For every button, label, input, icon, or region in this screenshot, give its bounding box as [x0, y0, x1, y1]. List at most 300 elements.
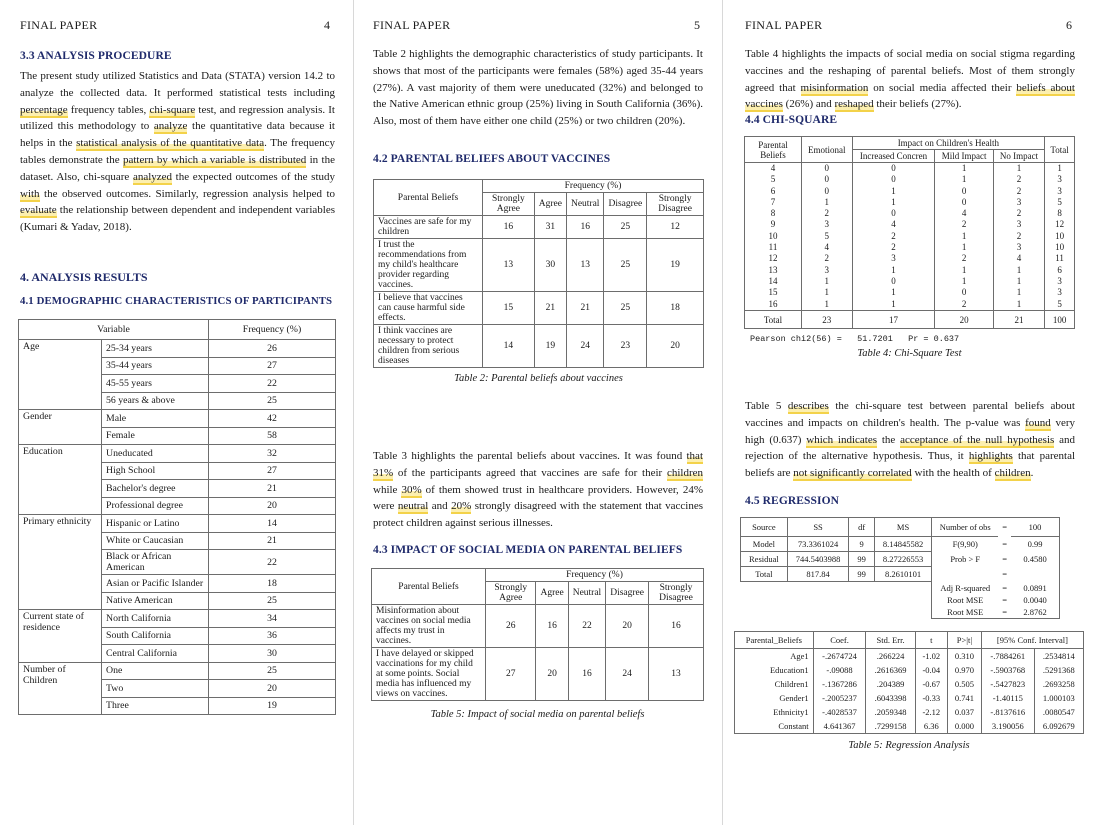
row-value: 744.5403988	[787, 552, 849, 567]
row-value: 25	[604, 239, 647, 292]
highlighted-text: evaluate	[20, 204, 57, 217]
table-row	[19, 340, 336, 358]
row-value: 3	[1045, 186, 1075, 197]
table-caption: Table 4: Chi-Square Test	[857, 347, 962, 359]
row-value: 16	[536, 605, 568, 648]
row-value: 1	[852, 186, 935, 197]
row-value: 4	[993, 253, 1044, 264]
row-label: Central California	[102, 645, 209, 663]
row-value: 26	[486, 605, 536, 648]
table-row	[374, 325, 704, 368]
row-value: 21	[993, 310, 1044, 328]
row-label: 45-55 years	[102, 375, 209, 393]
running-head: FINAL PAPER	[373, 18, 451, 32]
row-label: Bachelor's degree	[102, 480, 209, 498]
row-value: 4	[852, 219, 935, 230]
table-header: Mild Impact	[935, 150, 993, 163]
text-span: in the dataset. Also, chi-square	[20, 153, 335, 183]
row-label: I trust the recommendations from my child's healthcare provider regarding vaccines.	[374, 239, 483, 292]
row-value: 30	[534, 239, 566, 292]
row-value: 11	[1045, 253, 1075, 264]
row-value: -1.02	[915, 649, 947, 664]
row-value: 16	[566, 216, 604, 239]
text-span: frequency tables,	[67, 103, 150, 116]
row-value: 1	[852, 287, 935, 298]
row-value: 1	[802, 287, 853, 298]
row-value: 19	[647, 239, 704, 292]
table-row	[745, 253, 1075, 264]
row-group-label: Primary ethnicity	[19, 515, 102, 610]
row-value: 2	[993, 208, 1044, 219]
highlighted-text: children	[666, 466, 703, 479]
row-value: -.2674724	[813, 649, 866, 664]
section-heading-4: 4. ANALYSIS RESULTS	[20, 270, 148, 284]
stat-eq: =	[1002, 594, 1008, 605]
row-value: 6.092679	[1034, 719, 1083, 734]
row-value: 73.3361024	[787, 537, 849, 552]
highlighted-text: reshaped	[834, 98, 874, 111]
text-span: the expected outcomes of the study	[172, 170, 336, 183]
table-header: Disagree	[604, 193, 647, 216]
row-value: -.7884261	[981, 649, 1034, 664]
row-value: -.5903768	[981, 663, 1034, 677]
row-label: Three	[102, 697, 209, 715]
text-span: of the participants agreed that vaccines are safe for their	[393, 466, 667, 479]
row-value: Constant	[735, 719, 814, 734]
table-header: Parental Beliefs	[745, 137, 802, 163]
text-span: Table 5	[745, 400, 788, 412]
empty-cell	[787, 606, 849, 619]
social-stigma-paragraph	[745, 46, 1075, 113]
text-span: on social media affected their	[868, 81, 1017, 94]
row-value: 30	[209, 645, 336, 663]
text-span: the quantitative data because it helps in the	[20, 120, 335, 150]
row-label: High School	[102, 462, 209, 480]
row-value: 6	[745, 186, 802, 197]
text-span: the chi-square test between parental beliefs about vaccines and impacts on children's health. The p-value was	[745, 400, 1075, 429]
row-value: 24	[606, 648, 649, 701]
stat-value: 0.0891	[1011, 582, 1060, 594]
empty-cell	[849, 582, 875, 594]
row-value: 20	[536, 648, 568, 701]
table-row	[735, 677, 1084, 691]
table-header: [95% Conf. Interval]	[981, 632, 1083, 649]
row-value: 16	[483, 216, 535, 239]
row-value: 19	[209, 697, 336, 715]
stat-value: 0.99	[1011, 537, 1060, 552]
row-value: Education1	[735, 663, 814, 677]
row-label: I believe that vaccines can cause harmful side effects.	[374, 292, 483, 325]
row-value: 27	[209, 462, 336, 480]
row-value: 12	[1045, 219, 1075, 230]
row-value: 13	[566, 239, 604, 292]
row-value: 26	[209, 340, 336, 358]
row-value: 7	[745, 197, 802, 208]
row-value: 25	[604, 292, 647, 325]
row-value: 21	[534, 292, 566, 325]
row-value: 4	[802, 242, 853, 253]
text-span: and	[428, 500, 452, 513]
text-span: and rejection of the alternative hypothesis. Thus, it	[745, 433, 1075, 463]
row-value: 20	[606, 605, 649, 648]
row-value: Total	[745, 310, 802, 328]
row-value: 0	[802, 163, 853, 175]
section-heading-3-3: 3.3 ANALYSIS PROCEDURE	[20, 50, 172, 62]
chi-square-table	[744, 136, 1075, 329]
row-value: Gender1	[735, 691, 814, 705]
row-value: 21	[209, 532, 336, 550]
page-number: 4	[324, 18, 330, 32]
table-row	[741, 594, 1060, 606]
table-row	[735, 649, 1084, 664]
row-value: 8.14845582	[874, 537, 931, 552]
row-value: .5291368	[1034, 663, 1083, 677]
page-4	[0, 0, 353, 825]
row-value: 20	[647, 325, 704, 368]
highlighted-text: misinformation	[800, 81, 869, 94]
empty-cell	[874, 594, 931, 606]
table-header: P>|t|	[947, 632, 981, 649]
row-value: 10	[1045, 242, 1075, 253]
table-row	[745, 299, 1075, 311]
row-value: 1	[993, 163, 1044, 175]
row-value: 0.000	[947, 719, 981, 734]
row-value: 58	[209, 427, 336, 445]
row-value: 2	[852, 231, 935, 242]
social-media-impact-table	[371, 568, 704, 701]
highlighted-text: analyze	[153, 120, 188, 133]
row-value: 2	[802, 253, 853, 264]
row-group-label: Number of Children	[19, 662, 102, 715]
table-row	[745, 174, 1075, 185]
highlighted-text: found	[1025, 416, 1051, 429]
row-value: 16	[568, 648, 606, 701]
row-label: Professional degree	[102, 497, 209, 515]
row-value: 27	[486, 648, 536, 701]
row-value: 13	[648, 648, 703, 701]
row-value: 1	[993, 276, 1044, 287]
row-value: 1	[935, 276, 993, 287]
table-header: Frequency (%)	[483, 180, 704, 193]
empty-cell	[787, 582, 849, 594]
row-value: 0	[935, 197, 993, 208]
table-row	[19, 515, 336, 533]
table-row	[741, 582, 1060, 594]
table-row	[745, 287, 1075, 298]
empty-cell	[741, 606, 788, 619]
table-header: Agree	[536, 582, 568, 605]
stat-eq: =	[1002, 539, 1008, 549]
row-value: 20	[209, 497, 336, 515]
table-row	[374, 216, 704, 239]
table-header: SS	[787, 518, 849, 537]
section-heading-4-3: 4.3 IMPACT OF SOCIAL MEDIA ON PARENTAL BELIEFS	[373, 544, 683, 556]
highlighted-text: acceptance of the null hypothesis	[900, 433, 1055, 446]
row-value: Model	[741, 537, 788, 552]
row-value: Residual	[741, 552, 788, 567]
row-value: 18	[647, 292, 704, 325]
table-row	[735, 719, 1084, 734]
empty-cell	[874, 606, 931, 619]
row-value: -.09088	[813, 663, 866, 677]
row-value: 6.36	[915, 719, 947, 734]
row-value: 817.84	[787, 567, 849, 582]
stat-eq: =	[1002, 569, 1008, 579]
row-value: 34	[209, 610, 336, 628]
row-value: 0.037	[947, 705, 981, 719]
row-label: Vaccines are safe for my children	[374, 216, 483, 239]
row-value: -.1367286	[813, 677, 866, 691]
chi-square-paragraph	[745, 398, 1075, 482]
row-value: 2	[935, 219, 993, 230]
row-value: 8.2610101	[874, 567, 931, 582]
row-value: 23	[802, 310, 853, 328]
row-value: 14	[483, 325, 535, 368]
row-label: Two	[102, 680, 209, 698]
row-value: 2	[935, 299, 993, 311]
table-row	[745, 197, 1075, 208]
table-row	[372, 605, 704, 648]
text-span: strongly disagreed with the statement that vaccines protect children against serious illnesses.	[373, 500, 703, 530]
row-value: 1	[852, 197, 935, 208]
empty-cell	[849, 594, 875, 606]
section-heading-4-5: 4.5 REGRESSION	[745, 495, 840, 507]
row-value: 22	[209, 550, 336, 575]
row-value: 22	[209, 375, 336, 393]
table-header: t	[915, 632, 947, 649]
row-group-label: Current state of residence	[19, 610, 102, 663]
table-header: Parental_Beliefs	[735, 632, 814, 649]
anova-table	[740, 517, 1060, 619]
row-value: -.2005237	[813, 691, 866, 705]
highlighted-text: percentage	[20, 103, 68, 116]
table-row	[745, 208, 1075, 219]
text-span: while	[373, 483, 402, 496]
row-label: One	[102, 662, 209, 680]
row-value: 14	[745, 276, 802, 287]
page-5	[354, 0, 722, 825]
row-value: 1	[1045, 163, 1075, 175]
text-span: with the health of	[911, 467, 995, 480]
row-label: Asian or Pacific Islander	[102, 575, 209, 593]
row-value: 3.190056	[981, 719, 1034, 734]
table-row	[372, 648, 704, 701]
row-value: 23	[604, 325, 647, 368]
section-heading-4-4: 4.4 CHI-SQUARE	[745, 114, 838, 126]
row-value: 19	[534, 325, 566, 368]
highlighted-text: with	[20, 187, 40, 200]
row-value: 2	[852, 242, 935, 253]
row-value: 24	[566, 325, 604, 368]
row-value: 3	[852, 253, 935, 264]
stat-label: Root MSE	[932, 606, 999, 619]
row-value: Children1	[735, 677, 814, 691]
table-header: Increased Concren	[852, 150, 935, 163]
table-row	[374, 292, 704, 325]
table-row	[735, 691, 1084, 705]
row-value: -0.33	[915, 691, 947, 705]
stat-value: 2.8762	[1011, 606, 1060, 619]
row-value: 2	[993, 186, 1044, 197]
table-header: Agree	[534, 193, 566, 216]
analysis-procedure-paragraph	[20, 68, 335, 236]
row-value: 2	[993, 231, 1044, 242]
text-span: (26%) and	[782, 98, 835, 111]
text-span: the relationship between dependent and independent variables (Kumari & Yadav, 2018).	[20, 204, 335, 234]
text-span: of them showed trust in healthcare providers. However, 24% were	[373, 483, 703, 513]
highlighted-text: analyzed	[132, 170, 173, 183]
row-label: South California	[102, 627, 209, 645]
highlighted-text: children	[994, 467, 1031, 480]
table-header: MS	[874, 518, 931, 537]
highlighted-text: that 31%	[373, 450, 703, 479]
highlighted-text: 30%	[401, 483, 422, 496]
row-value: 3	[993, 197, 1044, 208]
stat-label: F(9,90)	[932, 537, 999, 552]
stat-value: 100	[1011, 518, 1060, 537]
row-value: 1.000103	[1034, 691, 1083, 705]
row-value: 21	[209, 480, 336, 498]
row-value: -.8137616	[981, 705, 1034, 719]
row-value: 2	[935, 253, 993, 264]
row-value: 4	[935, 208, 993, 219]
row-value: Age1	[735, 649, 814, 664]
row-value: 8	[745, 208, 802, 219]
row-label: Uneducated	[102, 445, 209, 463]
row-value: 10	[1045, 231, 1075, 242]
row-value: 1	[802, 276, 853, 287]
empty-cell	[741, 594, 788, 606]
row-value: 0	[935, 186, 993, 197]
stat-value: 0.4580	[1011, 552, 1060, 567]
highlighted-text: pattern by which a variable is distributed	[122, 153, 307, 166]
row-value: -1.40115	[981, 691, 1034, 705]
row-value: 0	[802, 174, 853, 185]
row-value: 25	[604, 216, 647, 239]
row-label: 56 years & above	[102, 392, 209, 410]
row-value: 32	[209, 445, 336, 463]
row-value: 1	[993, 287, 1044, 298]
table-row	[745, 163, 1075, 175]
row-label: 25-34 years	[102, 340, 209, 358]
text-span: very high (0.637)	[745, 416, 1076, 446]
row-label: White or Caucasian	[102, 532, 209, 550]
row-value: .0080547	[1034, 705, 1083, 719]
table-header: Frequency (%)	[486, 569, 704, 582]
row-value: 4.641367	[813, 719, 866, 734]
table-header: Neutral	[568, 582, 606, 605]
table-row	[741, 552, 1060, 567]
row-value: 31	[534, 216, 566, 239]
row-value: 0	[852, 208, 935, 219]
row-value: 25	[209, 592, 336, 610]
row-value: 9	[745, 219, 802, 230]
row-value: 1	[935, 242, 993, 253]
row-value: -0.04	[915, 663, 947, 677]
highlighted-text: 20%	[451, 500, 472, 513]
stat-label: Adj R-squared	[932, 582, 999, 594]
text-span: that parental beliefs are	[745, 450, 1076, 480]
highlighted-text: neutral	[397, 500, 429, 513]
table-header: df	[849, 518, 875, 537]
table-header: Impact on Children's Health	[852, 137, 1045, 150]
row-value: .2059348	[866, 705, 915, 719]
table-row	[19, 610, 336, 628]
highlighted-text: which indicates	[806, 433, 878, 446]
row-value: 5	[802, 231, 853, 242]
table-header: Std. Err.	[866, 632, 915, 649]
row-value: 99	[849, 552, 875, 567]
highlighted-text: chi-square	[149, 103, 196, 116]
row-value: 1	[993, 299, 1044, 311]
table-header: Source	[741, 518, 788, 537]
row-value: Total	[741, 567, 788, 582]
table-header: Disagree	[606, 582, 649, 605]
table-header: Variable	[19, 320, 209, 340]
row-value: 3	[1045, 287, 1075, 298]
row-value: 17	[852, 310, 935, 328]
text-span: test, and regression analysis. It utilized this methodology to	[20, 103, 335, 133]
row-value: 0	[852, 174, 935, 185]
row-value: 0.970	[947, 663, 981, 677]
highlighted-text: highlights	[968, 450, 1013, 463]
table-header: Frequency (%)	[209, 320, 336, 340]
parental-beliefs-paragraph	[373, 448, 703, 532]
stat-eq: =	[1002, 554, 1008, 564]
running-head: FINAL PAPER	[20, 18, 98, 32]
row-value: 0.741	[947, 691, 981, 705]
text-span: their beliefs (27%).	[873, 98, 962, 111]
table-row	[745, 242, 1075, 253]
row-value: 3	[993, 219, 1044, 230]
row-value: -0.67	[915, 677, 947, 691]
text-span: the observed outcomes. Similarly, regression analysis helped to	[39, 187, 335, 200]
row-value: 0	[852, 276, 935, 287]
table-caption: Table 2: Parental beliefs about vaccines	[454, 373, 623, 384]
row-value: 3	[1045, 174, 1075, 185]
row-label: North California	[102, 610, 209, 628]
table-row	[741, 537, 1060, 552]
stat-value: 0.0040	[1011, 594, 1060, 606]
row-value: 21	[566, 292, 604, 325]
page-number: 5	[694, 18, 700, 32]
row-label: Male	[102, 410, 209, 428]
table-header: Coef.	[813, 632, 866, 649]
table-row	[745, 186, 1075, 197]
table-row	[374, 239, 704, 292]
table-header: Strongly Disagree	[647, 193, 704, 216]
text-span: the	[877, 433, 901, 446]
row-value: 1	[935, 265, 993, 276]
stat-value	[1011, 567, 1060, 582]
table-header: Strongly Disagree	[648, 582, 703, 605]
page-6	[723, 0, 1100, 825]
table-caption: Table 5: Regression Analysis	[848, 740, 970, 751]
row-label: Black or African American	[102, 550, 209, 575]
row-value: 16	[648, 605, 703, 648]
row-value: 5	[1045, 299, 1075, 311]
table-caption: Table 5: Impact of social media on parental beliefs	[430, 709, 645, 720]
row-value: 100	[1045, 310, 1075, 328]
row-label: I have delayed or skipped vaccinations for my child at some points. Social media has influenced my views on vaccines.	[372, 648, 486, 701]
text-span: . The frequency tables demonstrate the	[20, 137, 335, 166]
row-value: -2.12	[915, 705, 947, 719]
table-row	[741, 567, 1060, 582]
highlighted-text: statistical analysis of the quantitative data	[76, 137, 265, 150]
table-header: Emotional	[802, 137, 853, 163]
highlighted-text: beliefs about vaccines	[745, 81, 1075, 111]
row-label: Misinformation about vaccines on social media affects my trust in vaccines.	[372, 605, 486, 648]
